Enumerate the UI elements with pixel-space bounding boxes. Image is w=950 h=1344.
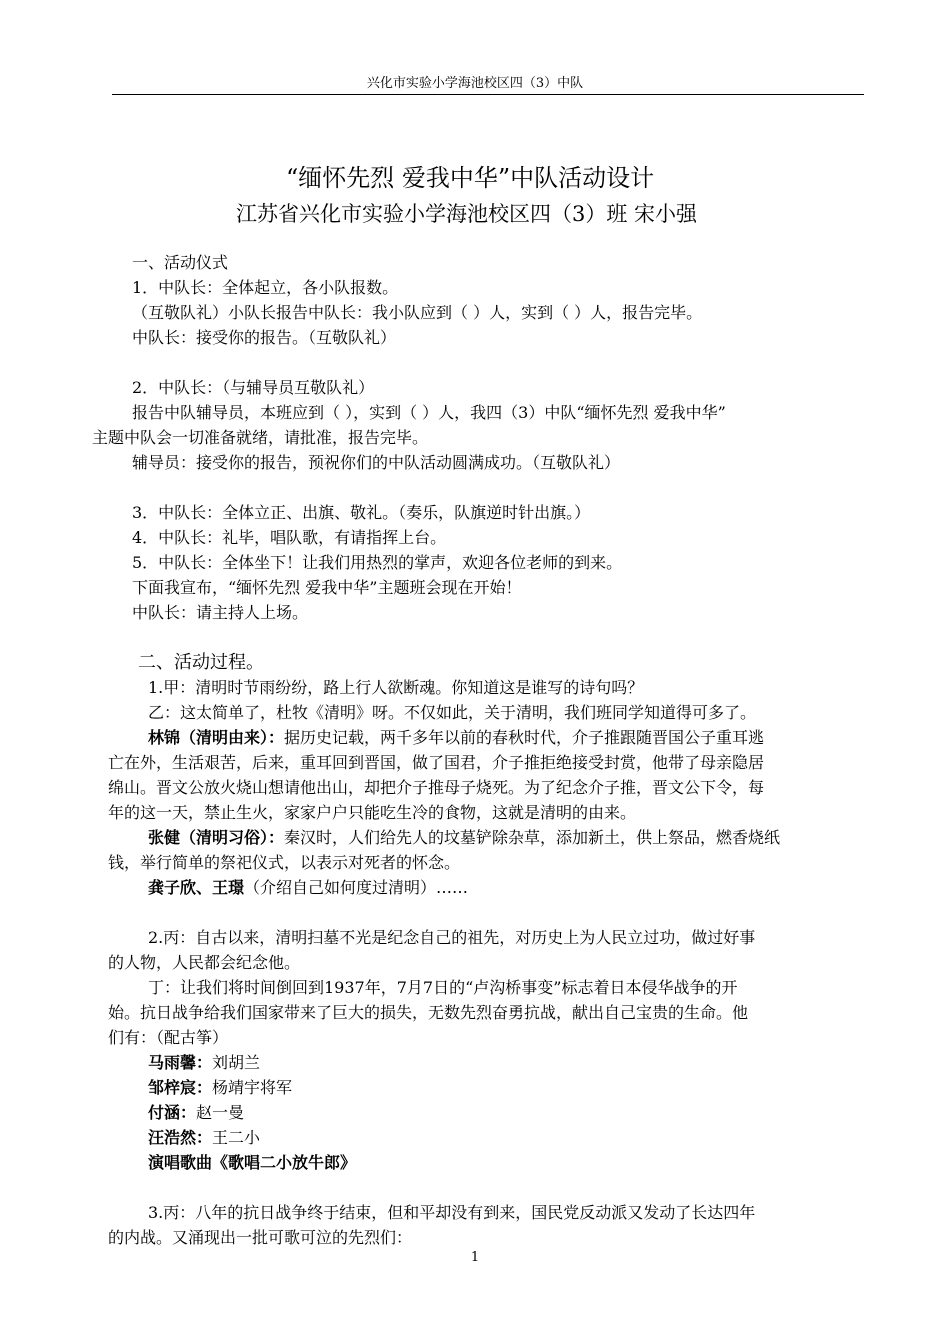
martyr-name: 王二小: [212, 1128, 261, 1147]
speaker-name: 马雨馨：: [148, 1053, 213, 1072]
martyr-name: 刘胡兰: [212, 1053, 261, 1072]
section-heading-process: 二、活动过程。: [138, 652, 264, 673]
speech-text: 秦汉时，人们给先人的坟墓铲除杂草，添加新土，供上祭品，燃香烧纸: [284, 828, 781, 847]
speaker-name: 付涵：: [148, 1103, 197, 1122]
body-line: 们有：（配古筝）: [108, 1028, 229, 1047]
body-line: 3.丙：八年的抗日战争终于结束，但和平却没有到来，国民党反动派又发动了长达四年: [148, 1203, 756, 1222]
body-line: 丁：让我们将时间倒回到1937年，7月7日的“卢沟桥事变”标志着日本侵华战争的开: [148, 978, 738, 997]
page-header: 兴化市实验小学海池校区四（3）中队: [366, 76, 584, 91]
body-line: 的内战。又涌现出一批可歌可泣的先烈们：: [108, 1228, 413, 1247]
body-line: 报告中队辅导员，本班应到（ ），实到（ ）人，我四（3）中队“缅怀先烈 爱我中华”: [132, 403, 726, 422]
body-line: 4．中队长：礼毕，唱队歌，有请指挥上台。: [132, 528, 447, 547]
speaker-name: 龚子欣、王璟: [148, 878, 245, 897]
martyr-name: 赵一曼: [196, 1103, 245, 1122]
page-number: 1: [470, 1250, 480, 1265]
body-line: 始。抗日战争给我们国家带来了巨大的损失，无数先烈奋勇抗战，献出自己宝贵的生命。他: [108, 1003, 749, 1022]
speaker-name: 汪浩然：: [148, 1128, 213, 1147]
body-line: 绵山。晋文公放火烧山想请他出山，却把介子推母子烧死。为了纪念介子推，晋文公下令，每: [108, 778, 765, 797]
body-line: 辅导员：接受你的报告，预祝你们的中队活动圆满成功。（互敬队礼）: [132, 453, 621, 472]
body-line: 年的这一天，禁止生火，家家户户只能吃生冷的食物，这就是清明的由来。: [108, 803, 637, 822]
body-line: 1.甲：清明时节雨纷纷，路上行人欲断魂。你知道这是谁写的诗句吗？: [148, 678, 644, 697]
martyr-name: 杨靖宇将军: [212, 1078, 293, 1097]
body-line: [148, 825, 780, 848]
body-line: [148, 725, 764, 748]
body-line: 下面我宣布，“缅怀先烈 爱我中华”主题班会现在开始！: [132, 578, 522, 597]
header-rule: [112, 94, 864, 95]
document-title: “缅怀先烈 爱我中华”中队活动设计: [286, 164, 655, 192]
martyr-row: [148, 1075, 292, 1098]
body-line: 1．中队长：全体起立，各小队报数。: [132, 278, 399, 297]
martyr-row: [148, 1125, 260, 1148]
body-line: 2．中队长：（与辅导员互敬队礼）: [132, 378, 375, 397]
body-line: [148, 875, 468, 898]
song-line: 演唱歌曲《歌唱二小放牛郎》: [148, 1153, 357, 1172]
martyr-row: [148, 1050, 260, 1073]
speech-text: （介绍自己如何度过清明）……: [244, 878, 469, 897]
body-line: 中队长：请主持人上场。: [132, 603, 309, 622]
body-line: 3．中队长：全体立正、出旗、敬礼。（奏乐，队旗逆时针出旗。）: [132, 503, 591, 522]
speech-text: 据历史记载，两千多年以前的春秋时代，介子推跟随晋国公子重耳逃: [284, 728, 765, 747]
body-line: （互敬队礼）小队长报告中队长：我小队应到（ ）人，实到（ ）人，报告完毕。: [132, 303, 703, 322]
body-line: 5．中队长：全体坐下！让我们用热烈的掌声，欢迎各位老师的到来。: [132, 553, 623, 572]
body-line: 的人物，人民都会纪念他。: [108, 953, 301, 972]
body-line: 2.丙：自古以来，清明扫墓不光是纪念自己的祖先，对历史上为人民立过功，做过好事: [148, 928, 756, 947]
martyr-row: [148, 1100, 244, 1123]
body-line: 钱，举行简单的祭祀仪式，以表示对死者的怀念。: [108, 853, 461, 872]
document-subtitle: 江苏省兴化市实验小学海池校区四（3）班 宋小强: [236, 202, 698, 226]
body-line: 中队长：接受你的报告。（互敬队礼）: [132, 328, 397, 347]
speaker-name: 林锦（清明由来）：: [148, 728, 285, 747]
body-line: 乙：这太简单了，杜牧《清明》呀。不仅如此，关于清明，我们班同学知道得可多了。: [148, 703, 757, 722]
speaker-name: 张健（清明习俗）：: [148, 828, 285, 847]
speaker-name: 邹梓宸：: [148, 1078, 213, 1097]
body-line: 主题中队会一切准备就绪，请批准，报告完毕。: [92, 428, 429, 447]
body-line: 亡在外，生活艰苦，后来，重耳回到晋国，做了国君，介子推拒绝接受封赏，他带了母亲隐居: [108, 753, 765, 772]
section-heading-ceremony: 一、活动仪式: [132, 253, 229, 272]
